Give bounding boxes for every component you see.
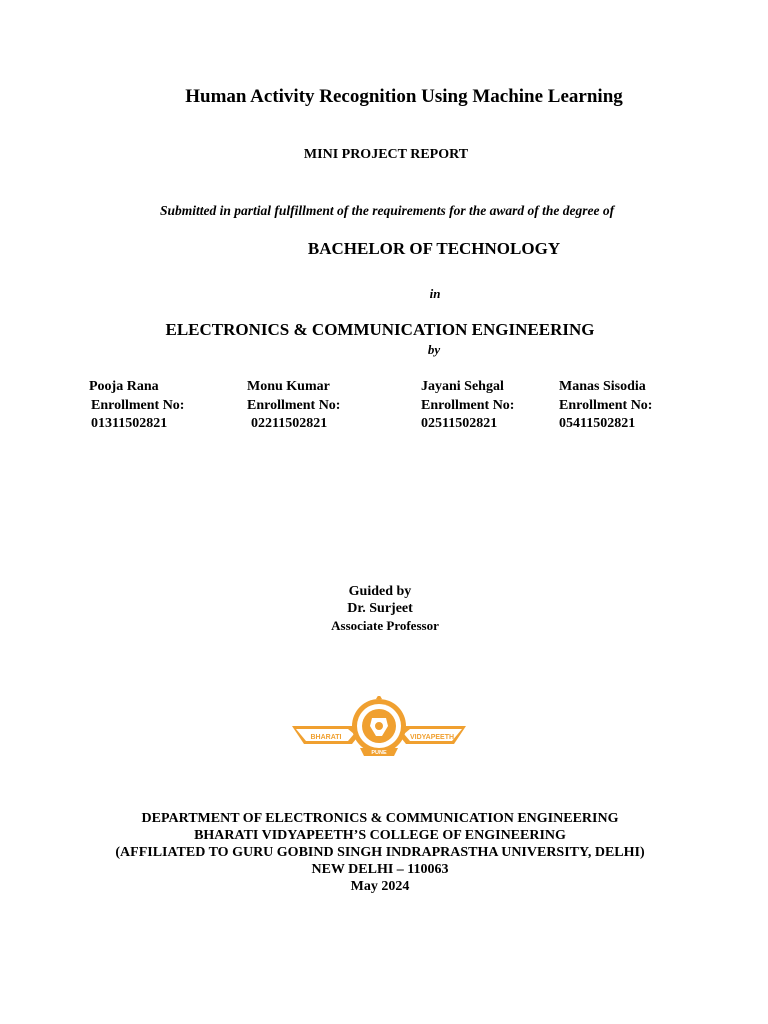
report-date: May 2024 bbox=[350, 879, 410, 894]
guided-by-label: Guided by bbox=[348, 584, 412, 599]
student-name: Jayani Sehgal bbox=[421, 379, 504, 394]
guide-name: Dr. Surjeet bbox=[347, 601, 413, 616]
student-name: Manas Sisodia bbox=[559, 379, 646, 394]
by-text: by bbox=[427, 342, 441, 357]
student-block bbox=[89, 378, 184, 434]
enrollment-number: 02211502821 bbox=[251, 416, 328, 431]
report-type: MINI PROJECT REPORT bbox=[303, 147, 469, 162]
enrollment-label: Enrollment No: bbox=[559, 397, 653, 413]
branch-name: ELECTRONICS & COMMUNICATION ENGINEERING bbox=[165, 320, 595, 339]
logo-right-text: VIDYAPEETH bbox=[409, 734, 455, 741]
footer-block bbox=[0, 810, 764, 895]
city-pincode: NEW DELHI – 110063 bbox=[311, 862, 449, 877]
student-block bbox=[247, 378, 340, 434]
enrollment-number: 02511502821 bbox=[421, 416, 498, 431]
enrollment-number: 01311502821 bbox=[91, 416, 168, 431]
student-block bbox=[421, 378, 514, 434]
enrollment-label: Enrollment No: bbox=[91, 397, 185, 413]
department-name: DEPARTMENT OF ELECTRONICS & COMMUNICATION ENGINEERING bbox=[141, 811, 619, 826]
student-name: Monu Kumar bbox=[247, 379, 330, 394]
report-title: Human Activity Recognition Using Machine Learning bbox=[185, 86, 623, 107]
enrollment-number: 05411502821 bbox=[559, 416, 636, 431]
enrollment-label: Enrollment No: bbox=[247, 397, 341, 413]
guide-section bbox=[0, 583, 764, 634]
logo-bottom-text: PUNE bbox=[371, 750, 387, 756]
submission-statement: Submitted in partial fulfillment of the requirements for the award of the degree of bbox=[160, 203, 615, 218]
student-block bbox=[559, 378, 652, 434]
affiliation: (AFFILIATED TO GURU GOBIND SINGH INDRAPRASTHA UNIVERSITY, DELHI) bbox=[115, 845, 645, 860]
college-name: BHARATI VIDYAPEETH’S COLLEGE OF ENGINEERING bbox=[194, 828, 566, 843]
guide-designation: Associate Professor bbox=[331, 618, 439, 633]
student-name: Pooja Rana bbox=[89, 379, 159, 394]
enrollment-label: Enrollment No: bbox=[421, 397, 515, 413]
logo-left-text: BHARATI bbox=[310, 734, 342, 741]
in-text: in bbox=[429, 286, 441, 301]
college-logo bbox=[290, 696, 468, 758]
degree-name: BACHELOR OF TECHNOLOGY bbox=[307, 239, 561, 258]
